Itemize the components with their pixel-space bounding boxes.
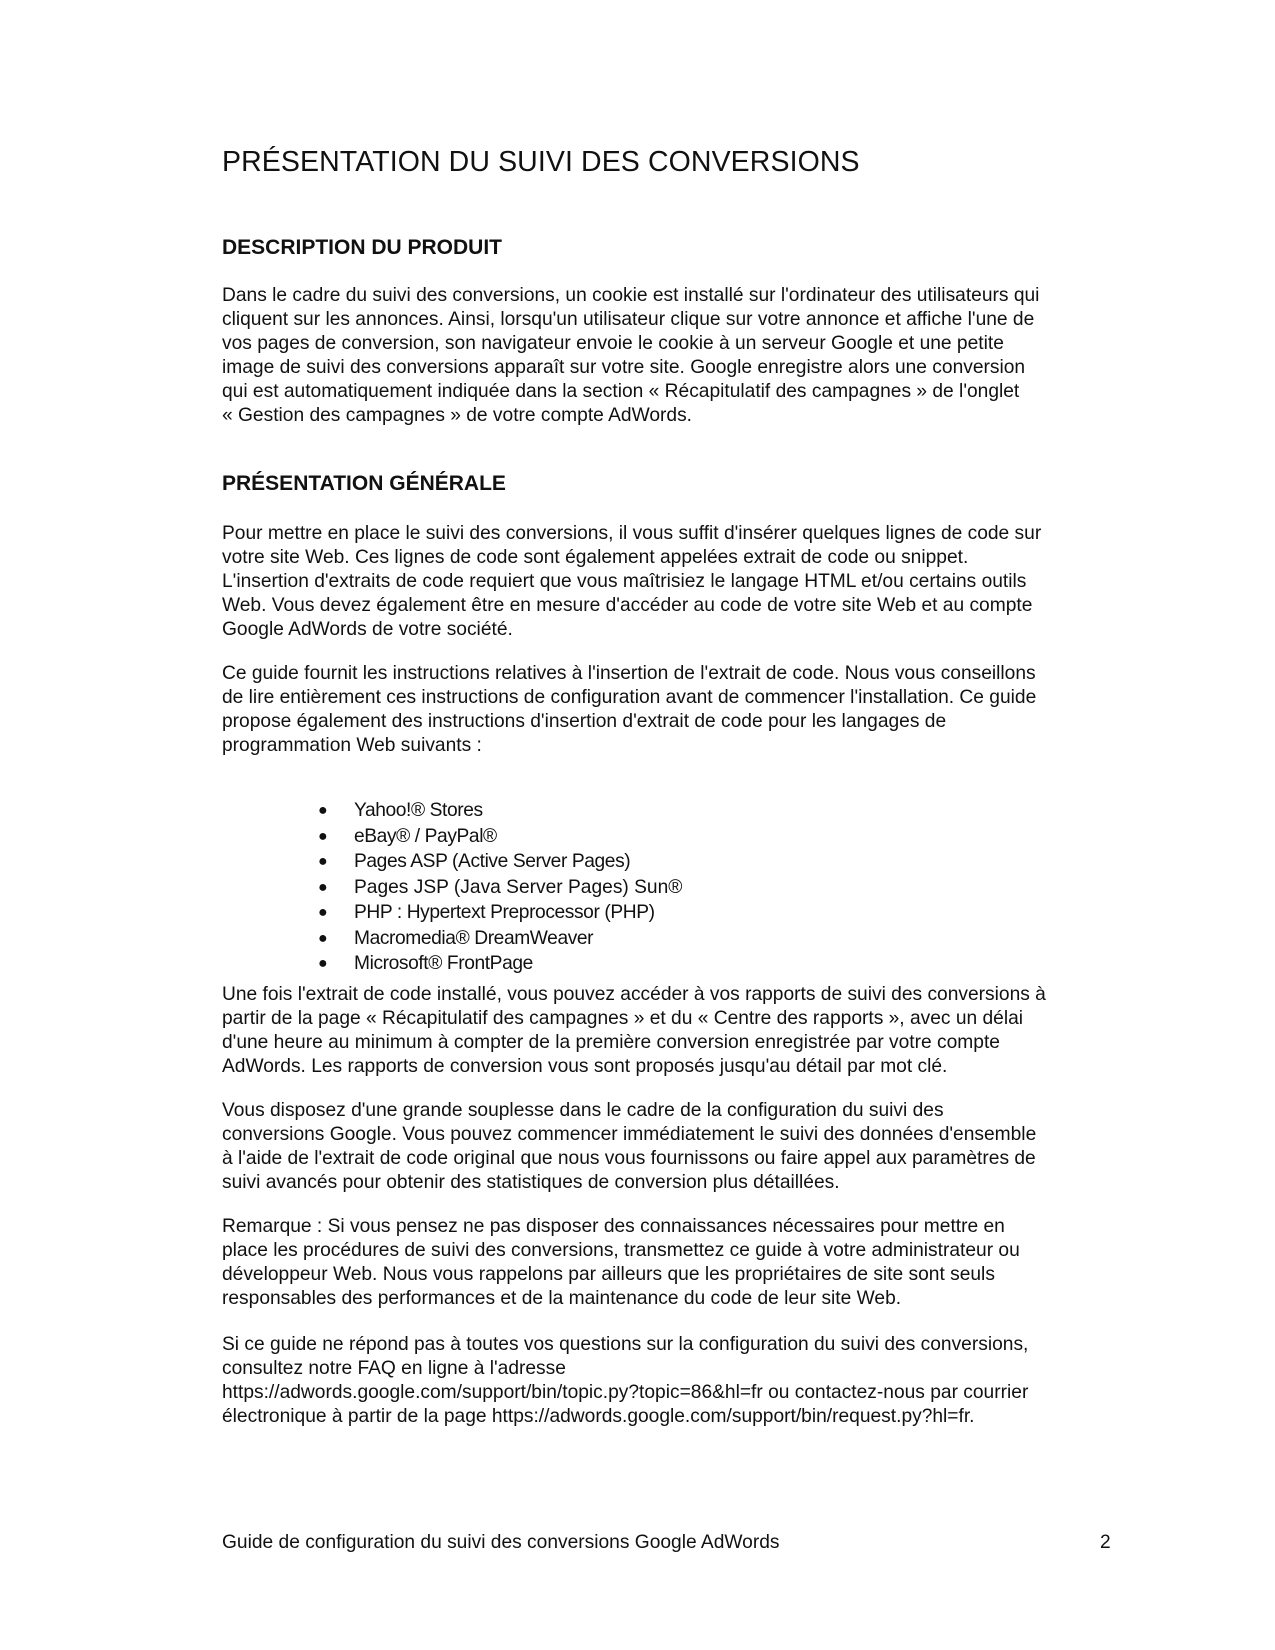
text-line: Google AdWords de votre société. [222,619,513,640]
bullet-icon: ● [318,955,328,972]
text-line: Pour mettre en place le suivi des conversions, il vous suffit d'insérer quelques lignes de code sur [222,523,1042,544]
text-line: suivi avancés pour obtenir des statistiques de conversion plus détaillées. [222,1172,840,1193]
text-line: Si ce guide ne répond pas à toutes vos questions sur la configuration du suivi des conversions, [222,1334,1029,1355]
paragraph-overview-2 [222,662,1122,758]
text-line: Une fois l'extrait de code installé, vous pouvez accéder à vos rapports de suivi des conversions à [222,984,1046,1005]
page-title: PRÉSENTATION DU SUIVI DES CONVERSIONS [222,146,860,178]
paragraph-description [222,284,1122,428]
bullet-icon: ● [318,827,328,845]
text-line: de lire entièrement ces instructions de configuration avant de commencer l'installation. Ce guide [222,687,1037,708]
bullet-icon: ● [318,929,328,947]
text-line: cliquent sur les annonces. Ainsi, lorsqu'un utilisateur clique sur votre annonce et affiche l'une de [222,309,1035,330]
paragraph-overview-1 [222,522,1122,642]
text-line: consultez notre FAQ en ligne à l'adresse [222,1358,566,1379]
bullet-icon: ● [318,853,328,870]
bullet-icon: ● [318,904,328,921]
bullet-icon: ● [318,878,328,896]
text-line: place les procédures de suivi des conversions, transmettez ce guide à votre administrateur ou [222,1240,1020,1261]
text-line: votre site Web. Ces lignes de code sont également appelées extrait de code ou snippet. [222,547,969,568]
text-line: Web. Vous devez également être en mesure d'accéder au code de votre site Web et au compte [222,595,1033,616]
text-line: L'insertion d'extraits de code requiert que vous maîtrisiez le langage HTML et/ou certains outils [222,571,1027,592]
paragraph-faq [222,1333,1122,1429]
bullet-icon: ● [318,802,328,819]
text-line: propose également des instructions d'insertion d'extrait de code pour les langages de [222,711,947,732]
page-number: 2 [1100,1532,1111,1553]
text-line: partir de la page « Récapitulatif des campagnes » et du « Centre des rapports », avec un délai [222,1008,1024,1029]
text-line: d'une heure au minimum à compter de la première conversion enregistrée par votre compte [222,1032,1000,1053]
text-line: programmation Web suivants : [222,735,482,756]
footer-text: Guide de configuration du suivi des conversions Google AdWords [222,1532,780,1553]
text-line: qui est automatiquement indiquée dans la section « Récapitulatif des campagnes » de l'onglet [222,381,1020,402]
text-line: conversions Google. Vous pouvez commencer immédiatement le suivi des données d'ensemble [222,1124,1037,1145]
paragraph-note [222,1215,1122,1311]
text-line: https://adwords.google.com/support/bin/topic.py?topic=86&hl=fr ou contactez-nous par courrier [222,1382,1029,1403]
text-line: « Gestion des campagnes » de votre compte AdWords. [222,405,692,426]
text-line: électronique à partir de la page https://adwords.google.com/support/bin/request.py?hl=fr. [222,1406,975,1427]
section-heading-description: DESCRIPTION DU PRODUIT [222,236,503,259]
text-line: Remarque : Si vous pensez ne pas disposer des connaissances nécessaires pour mettre en [222,1216,1005,1237]
text-line: vos pages de conversion, son navigateur envoie le cookie à un serveur Google et une petite [222,333,1004,354]
text-line: AdWords. Les rapports de conversion vous sont proposés jusqu'au détail par mot clé. [222,1056,948,1077]
text-line: responsables des performances et de la maintenance du code de leur site Web. [222,1288,902,1309]
paragraph-reports [222,983,1122,1079]
text-line: image de suivi des conversions apparaît sur votre site. Google enregistre alors une conversion [222,357,1026,378]
text-line: à l'aide de l'extrait de code original que nous vous fournissons ou faire appel aux paramètres de [222,1148,1036,1169]
paragraph-flexibility [222,1099,1122,1195]
text-line: Dans le cadre du suivi des conversions, un cookie est installé sur l'ordinateur des utilisateurs qui [222,285,1040,306]
section-heading-overview: PRÉSENTATION GÉNÉRALE [222,472,506,495]
text-line: développeur Web. Nous vous rappelons par ailleurs que les propriétaires de site sont seuls [222,1264,995,1285]
text-line: Ce guide fournit les instructions relatives à l'insertion de l'extrait de code. Nous vous conseillons [222,663,1036,684]
text-line: Vous disposez d'une grande souplesse dans le cadre de la configuration du suivi des [222,1100,944,1121]
